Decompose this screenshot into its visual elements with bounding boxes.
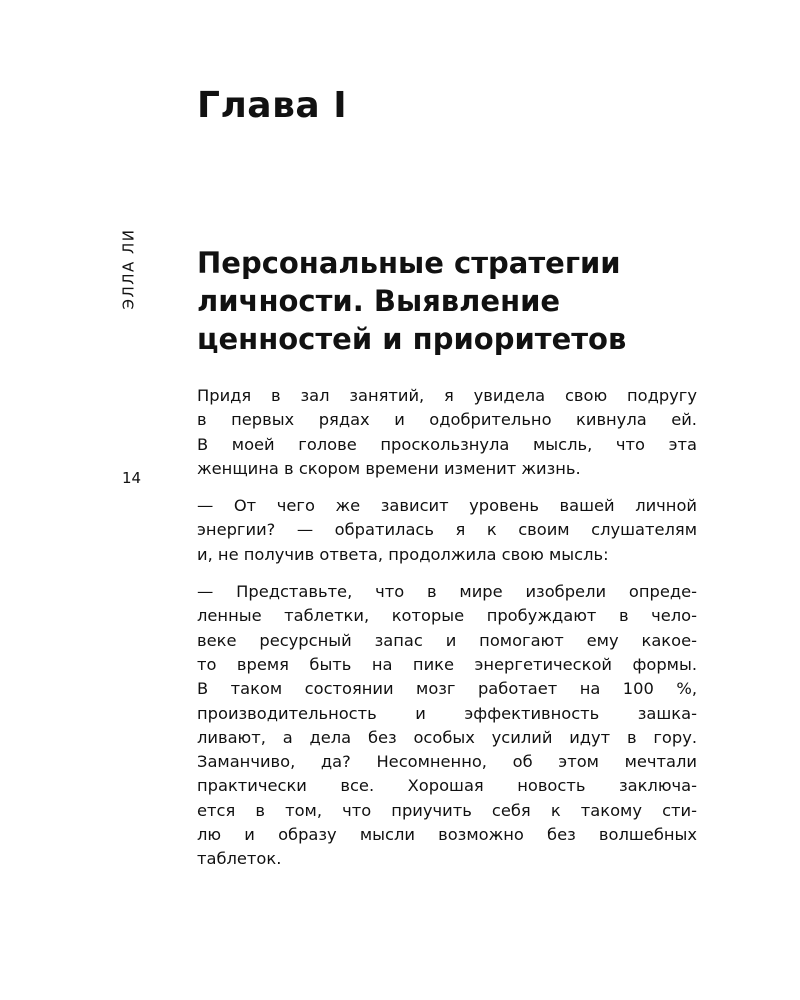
running-header-author [108,224,150,314]
text-line: В таком состоянии мозг работает на 100 %, [197,679,697,699]
chapter-title-line: ценностей и приоритетов [197,322,627,356]
text-line: Заманчиво, да? Несомненно, об этом мечтали [197,752,697,772]
text-line: женщина в скором времени изменит жизнь. [197,458,581,478]
page-number: 14 [122,469,142,487]
text-line: Придя в зал занятий, я увидела свою подругу [197,386,697,405]
chapter-title [197,244,697,358]
text-line: практически все. Хорошая новость заключа- [197,776,697,796]
chapter-title-line: Персональные стратегии [197,246,621,280]
chapter-title-line: личности. Выявление [197,284,561,318]
chapter-label: Глава I [197,85,348,126]
paragraph-question [197,494,697,567]
paragraph-intro [197,384,697,481]
author-name: ЭЛЛА ЛИ [120,228,138,310]
text-line: ленные таблетки, которые пробуждают в чело- [197,606,697,626]
body-text [197,384,697,885]
text-line: таблеток. [197,849,282,869]
text-line: энергии? — обратилась я к своим слушателям [197,520,697,540]
text-line: производительность и эффективность зашка- [197,703,697,723]
paragraph-pills [197,580,697,872]
text-line: ливают, а дела без особых усилий идут в гору. [197,727,697,747]
text-line: то время быть на пике энергетической формы. [197,654,697,674]
text-line: в первых рядах и одобрительно кивнула ей. [197,410,697,430]
text-line: и, не получив ответа, продолжила свою мысль: [197,544,609,564]
text-line: В моей голове проскользнула мысль, что эта [197,434,697,454]
text-line: ется в том, что приучить себя к такому сти- [197,800,697,820]
text-line: — От чего же зависит уровень вашей личной [197,496,697,516]
text-line: веке ресурсный запас и помогают ему какое- [197,630,697,650]
text-line: лю и образу мысли возможно без волшебных [197,825,697,845]
text-line: — Представьте, что в мире изобрели опреде- [197,582,697,602]
